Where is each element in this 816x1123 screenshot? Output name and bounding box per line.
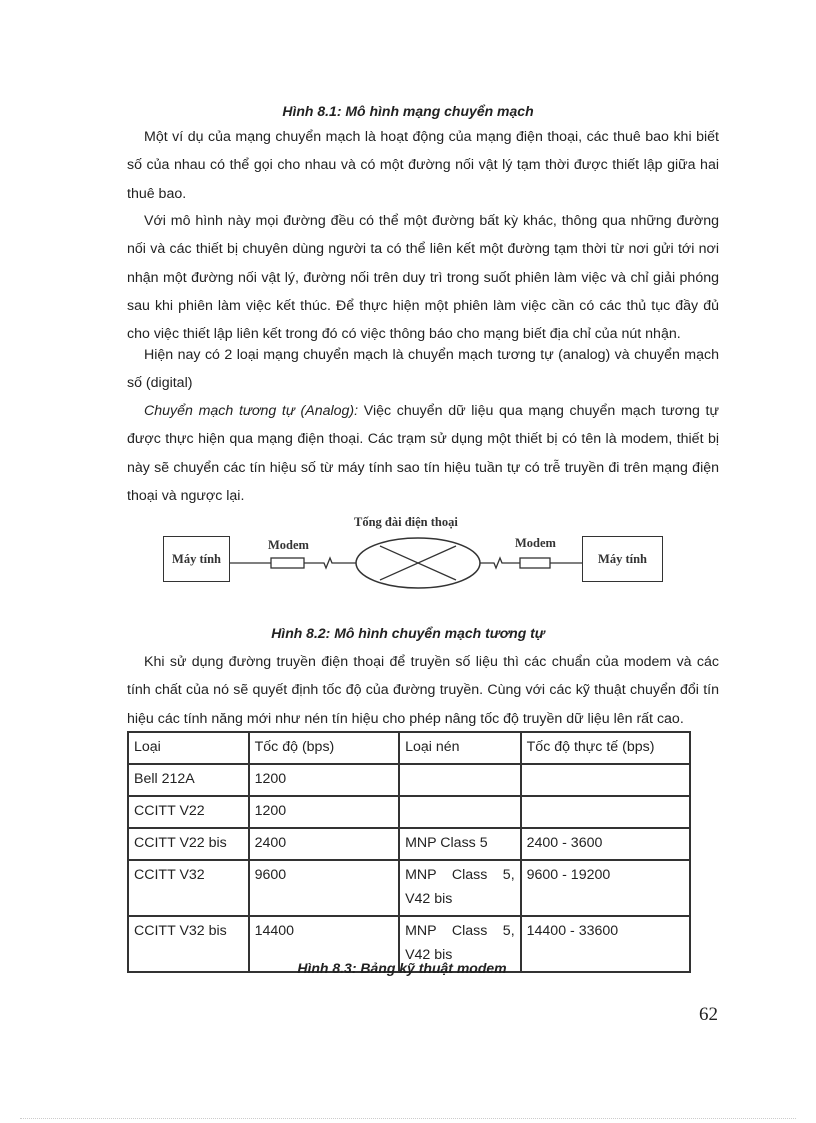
- paragraph-2: [127, 207, 719, 348]
- table-cell: CCITT V22 bis: [128, 828, 249, 860]
- table-row: [128, 764, 690, 796]
- left-computer-label: Máy tính: [172, 551, 221, 566]
- table-cell: 1200: [249, 764, 399, 796]
- table-cell: 14400: [249, 916, 399, 972]
- page-bottom-divider: [20, 1118, 796, 1119]
- figure-caption-8-3: Hình 8.3: Bảng kỹ thuật modem: [297, 960, 507, 976]
- figure-caption-8-2: Hình 8.2: Mô hình chuyển mạch tương tự: [271, 625, 545, 641]
- left-phone-line: [304, 558, 356, 568]
- right-modem-label: Modem: [515, 536, 556, 550]
- table-header-row: [128, 732, 690, 764]
- exchange-label: Tống đài điện thoại: [354, 515, 458, 529]
- table-cell: Bell 212A: [128, 764, 249, 796]
- paragraph-4-text: Việc chuyển dữ liệu qua mạng chuyển mạch tương tự được thực hiện qua mạng điện thoại. Các trạm sử dụng một thiết bị có tên là modem, thiết bị này sẽ chuyển các tín hiệu số từ máy tính sao tín hiệu tuần tự có trễ truyền đi trên mạng điện thoại và ngược lại.: [127, 403, 719, 504]
- right-computer-box: [582, 536, 663, 582]
- left-modem-label: Modem: [268, 538, 309, 552]
- table-row: [128, 796, 690, 828]
- table-cell: [521, 796, 690, 828]
- table-cell: 2400: [249, 828, 399, 860]
- table-cell: [399, 764, 521, 796]
- table-cell: MNP Class 5, V42 bis: [399, 916, 521, 972]
- paragraph-3-text: Hiện nay có 2 loại mạng chuyển mạch là chuyển mạch tương tự (analog) và chuyển mạch số (digital): [127, 347, 719, 392]
- paragraph-2-text: Với mô hình này mọi đường đều có thể một đường bất kỳ khác, thông qua những đường nối và các thiết bị chuyên dùng người ta có thể liên kết một đường tạm thời từ nơi gửi tới nơi nhận một đường nối vật lý, đường nối trên duy trì trong suốt phiên làm việc và chỉ giải phóng sau khi phiên làm việc kết thúc. Để thực hiện một phiên làm việc cần có các thủ tục đầy đủ cho việc thiết lập liên kết trong đó có việc thông báo cho mạng biết địa chỉ của nút nhận.: [127, 213, 719, 343]
- page-number: 62: [699, 1004, 718, 1025]
- analog-term: Chuyển mạch tương tự (Analog):: [144, 403, 359, 419]
- paragraph-5-text: Khi sử dụng đường truyền điện thoại để truyền số liệu thì các chuẩn của modem và các tính chất của nó sẽ quyết định tốc độ của đường truyền. Cùng với các kỹ thuật chuyển đổi tín hiệu các tính năng mới như nén tín hiệu cho phép nâng tốc độ truyền dữ liệu lên rất cao.: [127, 654, 719, 727]
- left-computer-box: [163, 536, 230, 582]
- figure-caption-8-1: Hình 8.1: Mô hình mạng chuyển mạch: [282, 103, 534, 119]
- right-computer-label: Máy tính: [598, 551, 647, 566]
- table-cell: MNP Class 5, V42 bis: [399, 860, 521, 916]
- table-cell: CCITT V22: [128, 796, 249, 828]
- table-header-cell: Loại: [128, 732, 249, 764]
- table-cell: [521, 764, 690, 796]
- table-cell: MNP Class 5: [399, 828, 521, 860]
- left-modem-icon: [271, 558, 304, 568]
- right-modem-icon: [520, 558, 550, 568]
- paragraph-5: [127, 648, 719, 733]
- table-cell: 9600: [249, 860, 399, 916]
- paragraph-1-text: Một ví dụ của mạng chuyển mạch là hoạt động của mạng điện thoại, các thuê bao khi biết số của nhau có thể gọi cho nhau và có một đường nối vật lý tạm thời được thiết lập giữa hai thuê bao.: [127, 129, 719, 202]
- table-cell: 9600 - 19200: [521, 860, 690, 916]
- table-header-cell: Tốc độ (bps): [249, 732, 399, 764]
- table-cell: 2400 - 3600: [521, 828, 690, 860]
- right-phone-line: [480, 558, 520, 568]
- table-cell: [399, 796, 521, 828]
- paragraph-4: [127, 397, 719, 510]
- table-row: [128, 828, 690, 860]
- table-header-cell: Loại nén: [399, 732, 521, 764]
- table-cell: 1200: [249, 796, 399, 828]
- analog-switching-diagram: [160, 512, 676, 594]
- modem-table: [127, 731, 691, 973]
- paragraph-1: [127, 123, 719, 208]
- table-row: [128, 860, 690, 916]
- table-header-cell: Tốc độ thực tế (bps): [521, 732, 690, 764]
- table-cell: 14400 - 33600: [521, 916, 690, 972]
- table-cell: CCITT V32 bis: [128, 916, 249, 972]
- table-cell: CCITT V32: [128, 860, 249, 916]
- paragraph-3: [127, 341, 719, 398]
